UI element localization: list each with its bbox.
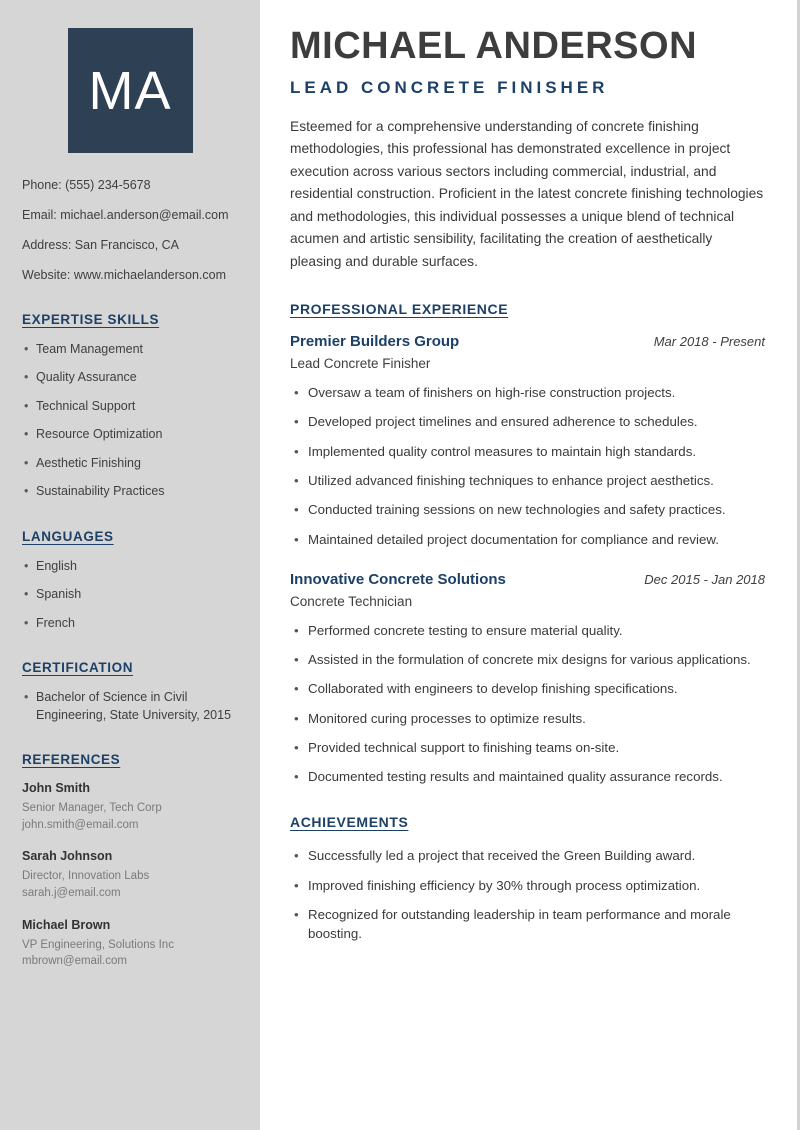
reference-name: Michael Brown: [22, 917, 111, 932]
section-certification: [22, 660, 238, 724]
language-item: • Spanish: [22, 586, 238, 604]
section-expertise-skills: [22, 312, 238, 501]
job-bullet: • Performed concrete testing to ensure material quality.: [290, 621, 765, 640]
skill-item: • Technical Support: [22, 398, 238, 416]
contact-email: Email: michael.anderson@email.com: [22, 207, 229, 222]
job-entry: [290, 571, 765, 787]
job-entry: [290, 333, 765, 549]
job-bullet: • Developed project timelines and ensured adherence to schedules.: [290, 412, 765, 431]
references-heading: REFERENCES: [22, 752, 121, 767]
job-bullet: • Provided technical support to finishing teams on-site.: [290, 738, 765, 757]
contact-block: [22, 177, 238, 284]
language-item: • English: [22, 558, 238, 576]
job-bullet: • Monitored curing processes to optimize results.: [290, 709, 765, 728]
languages-list: [22, 558, 238, 633]
achievement-item: • Recognized for outstanding leadership in team performance and morale boosting.: [290, 905, 765, 944]
certification-list: [22, 689, 238, 724]
skill-item: • Team Management: [22, 341, 238, 359]
contact-address: Address: San Francisco, CA: [22, 237, 180, 252]
job-company: Innovative Concrete Solutions: [290, 570, 506, 588]
monogram-initials: MA: [88, 60, 172, 121]
reference-entry: [22, 781, 238, 833]
job-company: Premier Builders Group: [290, 333, 460, 351]
sidebar: [0, 0, 260, 1130]
reference-email: john.smith@email.com: [22, 818, 139, 831]
person-job-title: LEAD CONCRETE FINISHER: [290, 77, 609, 97]
contact-phone: Phone: (555) 234-5678: [22, 178, 151, 192]
reference-title: Senior Manager, Tech Corp: [22, 802, 162, 814]
job-header: [290, 571, 765, 588]
skill-item: • Resource Optimization: [22, 426, 238, 444]
reference-entry: [22, 918, 238, 970]
expertise-skills-list: [22, 341, 238, 501]
job-bullet: • Maintained detailed project documentation for compliance and review.: [290, 530, 765, 549]
person-name: MICHAEL ANDERSON: [290, 25, 698, 67]
certification-item: • Bachelor of Science in Civil Engineering, State University, 2015: [22, 689, 238, 724]
main-content: [260, 0, 797, 1130]
job-role: Concrete Technician: [290, 593, 413, 609]
contact-website: Website: www.michaelanderson.com: [22, 267, 227, 282]
reference-email: sarah.j@email.com: [22, 887, 121, 900]
achievement-item: • Improved finishing efficiency by 30% through process optimization.: [290, 876, 765, 895]
achievements-list: [290, 846, 765, 943]
achievements-heading: ACHIEVEMENTS: [290, 814, 409, 831]
job-bullet-list: [290, 383, 765, 549]
languages-heading: LANGUAGES: [22, 528, 114, 544]
skill-item: • Quality Assurance: [22, 369, 238, 387]
job-dates: Dec 2015 - Jan 2018: [644, 571, 765, 587]
job-bullet: • Collaborated with engineers to develop finishing specifications.: [290, 679, 765, 698]
job-dates: Mar 2018 - Present: [653, 334, 765, 350]
skill-item: • Aesthetic Finishing: [22, 455, 238, 473]
job-bullet: • Implemented quality control measures to maintain high standards.: [290, 442, 765, 461]
skill-item: • Sustainability Practices: [22, 483, 238, 501]
expertise-skills-heading: EXPERTISE SKILLS: [22, 311, 160, 327]
job-bullet-list: [290, 621, 765, 787]
job-bullet: • Assisted in the formulation of concrete mix designs for various applications.: [290, 650, 765, 669]
section-languages: [22, 529, 238, 633]
reference-email: mbrown@email.com: [22, 955, 127, 968]
achievement-item: • Successfully led a project that received the Green Building award.: [290, 846, 765, 865]
job-role: Lead Concrete Finisher: [290, 356, 431, 372]
certification-heading: CERTIFICATION: [22, 660, 134, 675]
reference-title: Director, Innovation Labs: [22, 870, 150, 883]
language-item: • French: [22, 615, 238, 633]
reference-entry: [22, 849, 238, 901]
monogram-badge: [68, 28, 193, 153]
job-header: [290, 333, 765, 350]
section-references: [22, 752, 238, 970]
reference-name: Sarah Johnson: [22, 849, 113, 864]
reference-name: John Smith: [22, 781, 91, 795]
job-bullet: • Oversaw a team of finishers on high-rise construction projects.: [290, 383, 765, 402]
job-bullet: • Utilized advanced finishing techniques to enhance project aesthetics.: [290, 471, 765, 490]
summary-paragraph: Esteemed for a comprehensive understanding of concrete finishing methodologies, this professional has demonstrated excellence in project execution across various sectors including commercial, industrial, and residential construction. Proficient in the latest concrete finishing technologies and methodologies, this individual possesses a unique blend of technical acumen and artistic sensibility, facilitating the creation of aesthetically pleasing and durable surfaces.: [290, 118, 764, 269]
job-bullet: • Documented testing results and maintained quality assurance records.: [290, 767, 765, 786]
professional-experience-heading: PROFESSIONAL EXPERIENCE: [290, 301, 509, 318]
reference-title: VP Engineering, Solutions Inc: [22, 938, 174, 951]
job-bullet: • Conducted training sessions on new technologies and safety practices.: [290, 500, 765, 519]
